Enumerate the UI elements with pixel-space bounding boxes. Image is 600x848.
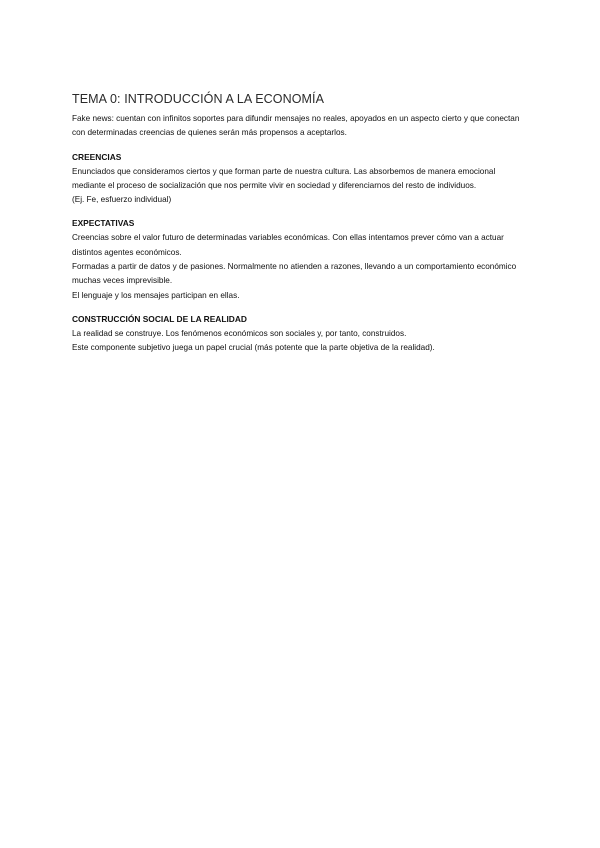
section-heading: CONSTRUCCIÓN SOCIAL DE LA REALIDAD <box>72 313 247 324</box>
document-title: TEMA 0: INTRODUCCIÓN A LA ECONOMÍA <box>72 92 325 106</box>
section-heading: CREENCIAS <box>72 151 122 162</box>
intro-paragraph: Fake news: cuentan con infinitos soportes para difundir mensajes no reales, apoyados en un aspecto cierto y que conectan con determinadas creencias de quienes serán más propensos a aceptarlos. <box>72 114 520 138</box>
section-paragraph: (Ej. Fe, esfuerzo individual) <box>72 195 172 205</box>
section-paragraph: Este componente subjetivo juega un papel crucial (más potente que la parte objetiva de la realidad). <box>72 343 435 353</box>
section-paragraph: Formadas a partir de datos y de pasiones. Normalmente no atienden a razones, llevando a un comportamiento económico muchas veces imprevisible. <box>72 262 517 286</box>
section-creencias <box>72 151 528 208</box>
section-heading: EXPECTATIVAS <box>72 218 135 229</box>
section-paragraph: La realidad se construye. Los fenómenos económicos son sociales y, por tanto, construidos. <box>72 328 407 338</box>
document-page <box>72 92 528 356</box>
section-paragraph: Enunciados que consideramos ciertos y que forman parte de nuestra cultura. Las absorbemos de manera emocional mediante el proceso de socialización que nos permite vivir en sociedad y diferenciarnos del resto de individuos. <box>72 166 496 190</box>
section-expectativas <box>72 217 528 302</box>
section-paragraph: El lenguaje y los mensajes participan en ellas. <box>72 290 240 300</box>
section-construccion-social <box>72 313 528 356</box>
section-paragraph: Creencias sobre el valor futuro de determinadas variables económicas. Con ellas intentamos prever cómo van a actuar distintos agentes económicos. <box>72 233 504 257</box>
